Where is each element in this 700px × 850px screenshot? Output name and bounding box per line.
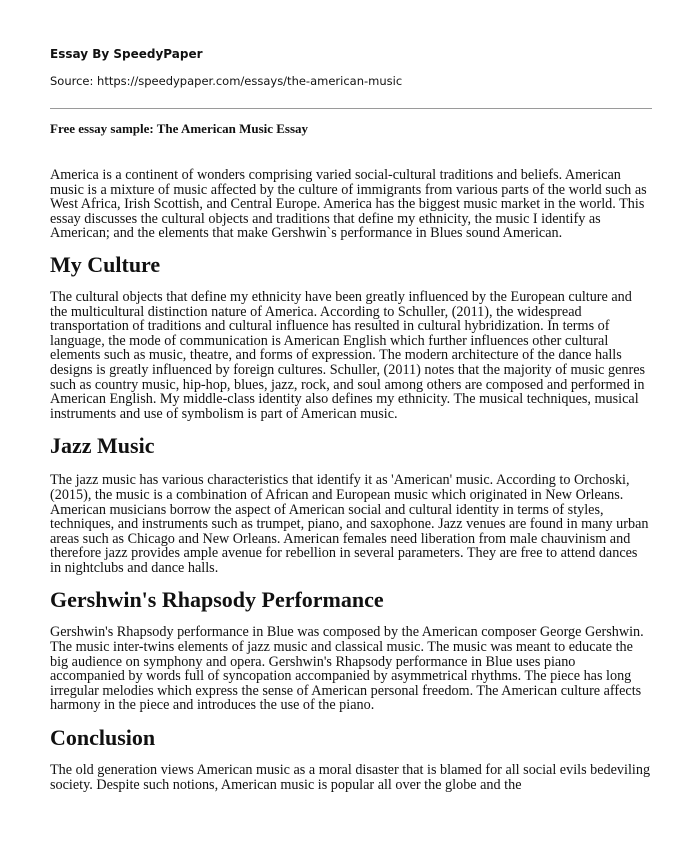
section-heading-my-culture: My Culture	[50, 251, 161, 277]
source-url: Source: https://speedypaper.com/essays/the-american-music	[50, 74, 403, 88]
section-heading-jazz-music: Jazz Music	[50, 433, 155, 459]
essay-brand-header: Essay By SpeedyPaper	[50, 47, 203, 61]
section-paragraph-jazz-music: The jazz music has various characteristics that identify it as 'American' music. According to Orchoski, (2015), the music is a combination of African and European music which originated in New Orleans. American musicians borrow the aspect of American social and cultural identity in terms of styles, techniques, and instruments such as trumpet, piano, and saxophone. Jazz venues are found in many urban areas such as Chicago and New Orleans. American females need liberation from male chauvinism and therefore jazz provides ample avenue for rebellion in several parameters. They are free to attend dances in nightclubs and dance halls.	[50, 472, 649, 576]
essay-body	[50, 168, 652, 792]
section-paragraph-conclusion: The old generation views American music as a moral disaster that is blamed for all social evils bedeviling society. Despite such notions, American music is popular all over the globe and the	[50, 762, 651, 793]
section-heading-conclusion: Conclusion	[50, 725, 156, 751]
intro-paragraph: America is a continent of wonders comprising varied social-cultural traditions and beliefs. American music is a mixture of music affected by the culture of immigrants from various parts of the world such as West Africa, Irish Scottish, and Central Europe. America has the biggest music market in the world. This essay discusses the cultural objects and traditions that define my ethnicity, the music I identify as American; and the elements that make Gershwin`s performance in Blues sound American.	[50, 167, 647, 242]
section-paragraph-my-culture: The cultural objects that define my ethnicity have been greatly influenced by the European culture and the multicultural distinction nature of America. According to Schuller, (2011), the widespread transportation of traditions and cultural influence has resulted in cultural hybridization. In terms of language, the mode of communication is American English which further influences other cultural elements such as music, theatre, and forms of expression. The modern architecture of the dance halls designs is greatly influenced by foreign cultures. Schuller, (2011) notes that the majority of music genres such as country music, hip-hop, blues, jazz, rock, and soul among others are composed and performed in American English. My middle-class identity also defines my ethnicity. The musical techniques, musical instruments and use of symbolism is part of American music.	[50, 288, 646, 422]
section-paragraph-gershwin: Gershwin's Rhapsody performance in Blue was composed by the American composer George Gershwin. The music inter-twins elements of jazz music and classical music. The music was meant to educate the big audience on symphony and opera. Gershwin's Rhapsody performance in Blue uses piano accompanied by words full of syncopation accompanied by asymmetrical rhythms. The piece has long irregular melodies which express the sense of American personal freedom. The American culture affects harmony in the piece and introduces the use of the piano.	[50, 624, 644, 714]
essay-sample-title: Free essay sample: The American Music Essay	[50, 121, 309, 136]
section-heading-gershwin: Gershwin's Rhapsody Performance	[50, 587, 384, 613]
header-divider	[50, 108, 652, 109]
